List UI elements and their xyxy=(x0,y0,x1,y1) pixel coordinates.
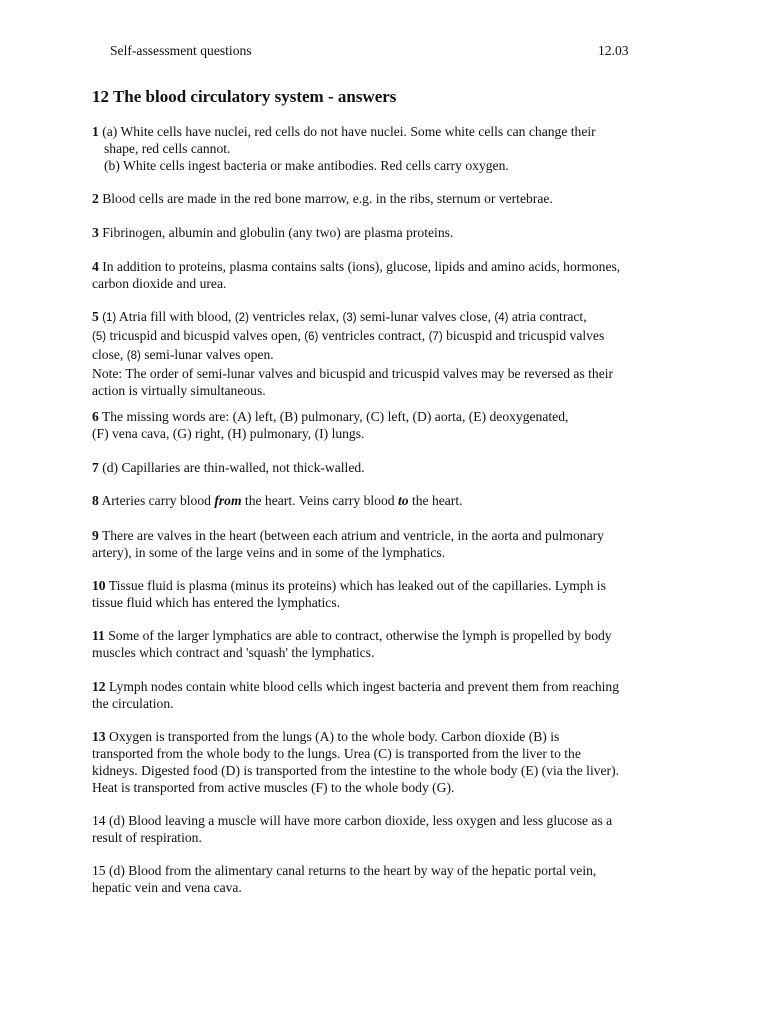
answer-number: 1 xyxy=(92,124,99,139)
note-text: action is virtually simultaneous. xyxy=(92,383,266,398)
answer-text: Lymph nodes contain white blood cells which ingest bacteria and prevent them from reaching xyxy=(109,679,619,694)
step-text: bicuspid and tricuspid valves xyxy=(446,328,605,343)
page-title: 12 The blood circulatory system - answers xyxy=(92,87,397,106)
step-text: semi-lunar valves open. xyxy=(144,347,274,362)
answer-1 xyxy=(92,123,702,174)
step-text: ventricles contract, xyxy=(321,328,426,343)
answer-text: muscles which contract and 'squash' the lymphatics. xyxy=(92,645,375,660)
answer-number: 13 xyxy=(92,729,106,744)
answer-number: 9 xyxy=(92,528,99,543)
step-number: (2) xyxy=(234,312,249,324)
answer-6 xyxy=(92,408,702,442)
step-text: Atria fill with blood, xyxy=(118,309,232,324)
answer-15 xyxy=(92,862,702,896)
answer-text: 14 (d) Blood leaving a muscle will have more carbon dioxide, less oxygen and less glucose as a xyxy=(92,813,613,828)
answer-text: the circulation. xyxy=(92,696,174,711)
answer-number: 5 xyxy=(92,309,99,324)
answer-8 xyxy=(92,492,702,509)
answer-text: kidneys. Digested food (D) is transported from the intestine to the whole body (E) (via the liver). xyxy=(92,763,620,778)
note-text: Note: The order of semi-lunar valves and bicuspid and tricuspid valves may be reversed as their xyxy=(92,366,614,381)
answer-number: 2 xyxy=(92,191,99,206)
step-text: ventricles relax, xyxy=(252,309,340,324)
answer-4 xyxy=(92,258,702,292)
answer-text: In addition to proteins, plasma contains salts (ions), glucose, lipids and amino acids, hormones, xyxy=(102,259,621,274)
answer-text: the heart. Veins carry blood xyxy=(244,493,395,508)
page-number: 12.03 xyxy=(598,43,629,58)
answer-text: (a) White cells have nuclei, red cells do not have nuclei. Some white cells can change their xyxy=(102,124,596,139)
answer-text: The missing words are: (A) left, (B) pulmonary, (C) left, (D) aorta, (E) deoxygenated, xyxy=(101,409,569,424)
answer-text: Some of the larger lymphatics are able to contract, otherwise the lymph is propelled by body xyxy=(108,628,612,643)
answer-12 xyxy=(92,678,702,712)
answer-14 xyxy=(92,812,702,846)
emphasis-text: to xyxy=(397,493,409,508)
step-text: close, xyxy=(92,347,124,362)
answer-text: There are valves in the heart (between each atrium and ventricle, in the aorta and pulmonary xyxy=(101,528,604,543)
answer-7 xyxy=(92,459,702,476)
step-number: (4) xyxy=(494,312,509,324)
step-number: (5) xyxy=(92,331,107,343)
answer-11 xyxy=(92,627,702,661)
answer-text: Fibrinogen, albumin and globulin (any two) are plasma proteins. xyxy=(102,225,454,240)
answer-text: transported from the whole body to the lungs. Urea (C) is transported from the liver to the xyxy=(92,746,581,761)
answer-text: (F) vena cava, (G) right, (H) pulmonary, (I) lungs. xyxy=(92,426,365,441)
answer-number: 8 xyxy=(92,493,99,508)
answer-text: tissue fluid which has entered the lymphatics. xyxy=(92,595,341,610)
emphasis-text: from xyxy=(214,493,242,508)
answer-5 xyxy=(92,308,702,399)
step-text: tricuspid and bicuspid valves open, xyxy=(109,328,301,343)
step-text: semi-lunar valves close, xyxy=(360,309,491,324)
answer-text: shape, red cells cannot. xyxy=(104,141,231,156)
answer-text: Arteries carry blood xyxy=(101,493,211,508)
answer-text: (b) White cells ingest bacteria or make antibodies. Red cells carry oxygen. xyxy=(104,158,509,173)
running-header-left: Self-assessment questions xyxy=(110,43,252,58)
answer-10 xyxy=(92,577,702,611)
answer-number: 6 xyxy=(92,409,99,424)
step-number: (6) xyxy=(304,331,319,343)
answer-9 xyxy=(92,527,702,561)
step-text: atria contract, xyxy=(511,309,587,324)
answer-text: Tissue fluid is plasma (minus its proteins) which has leaked out of the capillaries. Lymph is xyxy=(108,578,606,593)
answer-number: 11 xyxy=(92,628,105,643)
answer-text: carbon dioxide and urea. xyxy=(92,276,227,291)
answer-number: 4 xyxy=(92,259,99,274)
answer-number: 7 xyxy=(92,460,99,475)
answer-text: result of respiration. xyxy=(92,830,202,845)
step-number: (8) xyxy=(126,350,141,362)
answer-text: Blood cells are made in the red bone marrow, e.g. in the ribs, sternum or vertebrae. xyxy=(102,191,553,206)
step-number: (7) xyxy=(428,331,443,343)
answer-text: hepatic vein and vena cava. xyxy=(92,880,242,895)
answer-2 xyxy=(92,190,702,207)
answer-number: 10 xyxy=(92,578,106,593)
answer-3 xyxy=(92,224,702,241)
answer-text: Heat is transported from active muscles (F) to the whole body (G). xyxy=(92,780,455,795)
answer-text: the heart. xyxy=(411,493,463,508)
answer-13 xyxy=(92,728,702,796)
answer-text: (d) Capillaries are thin-walled, not thick-walled. xyxy=(102,460,365,475)
answer-number: 3 xyxy=(92,225,99,240)
answer-text: artery), in some of the large veins and in some of the lymphatics. xyxy=(92,545,446,560)
step-number: (3) xyxy=(342,312,357,324)
answer-text: 15 (d) Blood from the alimentary canal returns to the heart by way of the hepatic portal vein, xyxy=(92,863,597,878)
answer-number: 12 xyxy=(92,679,106,694)
step-number: (1) xyxy=(102,312,117,324)
answer-text: Oxygen is transported from the lungs (A) to the whole body. Carbon dioxide (B) is xyxy=(109,729,560,744)
